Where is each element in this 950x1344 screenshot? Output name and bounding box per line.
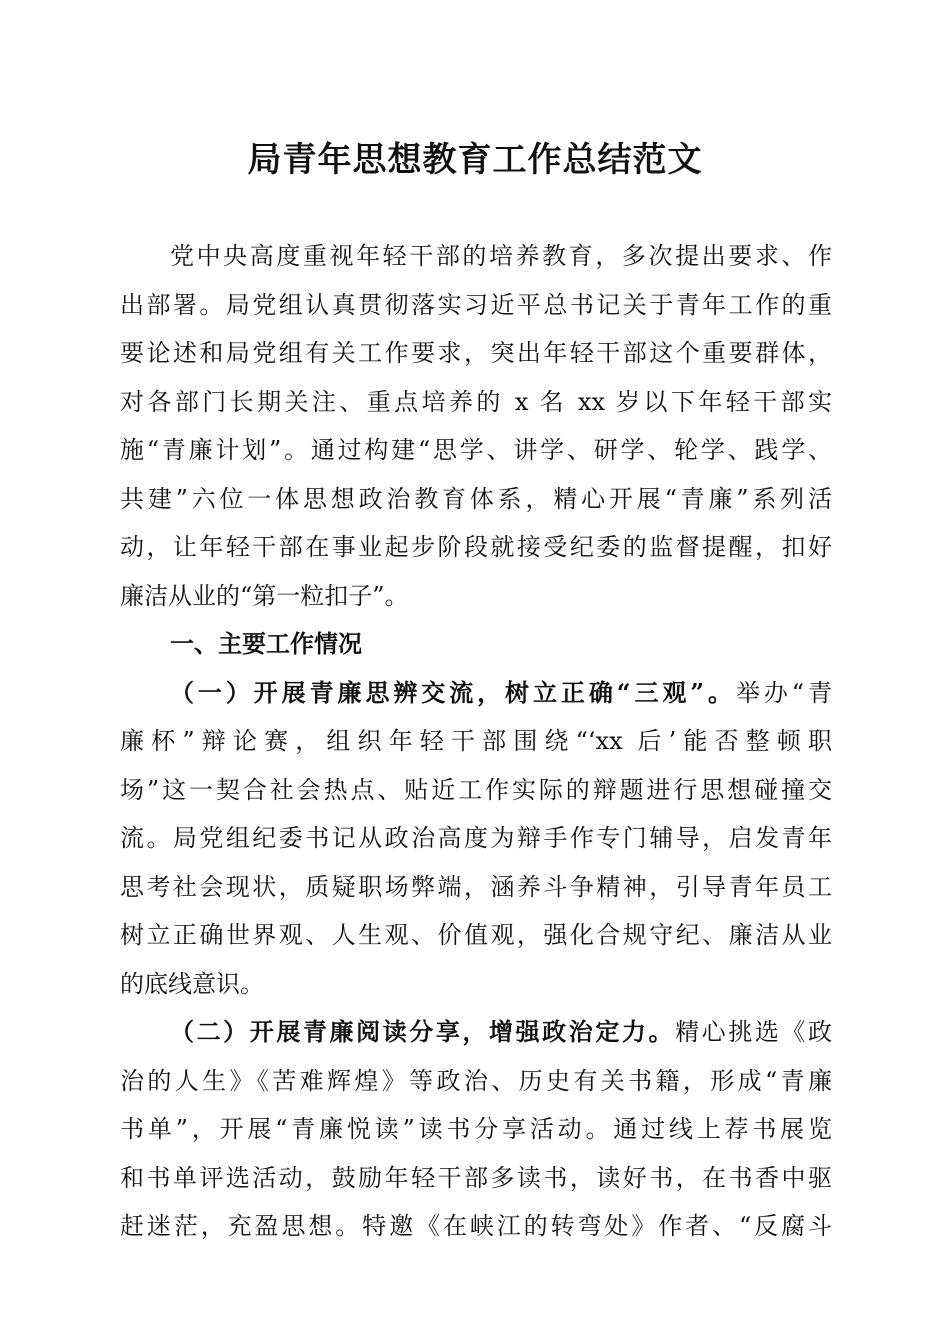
item-line: 书单”，开展“青廉悦读”读书分享活动。通过线上荐书展览 [120,1115,832,1143]
item-line: 的底线意识。 [120,969,264,998]
intro-line: 对各部门长期关注、重点培养的 x 名 xx 岁以下年轻干部实 [120,387,832,416]
document-title: 局青年思想教育工作总结范文 [247,140,703,180]
intro-line: 廉洁从业的“第一粒扣子”。 [120,581,409,610]
intro-line: 动，让年轻干部在事业起步阶段就接受纪委的监督提醒，扣好 [120,533,832,561]
item-line: 流。局党组纪委书记从政治高度为辩手作专门辅导，启发青年 [120,824,832,852]
item-line: 树立正确世界观、人生观、价值观，强化合规守纪、廉洁从业 [120,921,832,949]
item-paragraph-2 [120,1008,832,1251]
section-heading: 一、主要工作情况 [170,630,362,658]
item-line: 场”这一契合社会热点、贴近工作实际的辩题进行思想碰撞交 [120,775,832,804]
item-lead-rest: 精心挑选《政 [675,1018,832,1046]
item-lead-rest: 举办“青 [735,678,832,707]
item-paragraph-1 [120,669,832,1009]
item-line: 思考社会现状，质疑职场弊端，涵养斗争精神，引导青年员工 [120,872,832,901]
document-body [120,232,832,1251]
intro-line: 党中央高度重视年轻干部的培养教育，多次提出要求、作 [170,242,832,270]
item-line: 治的人生》《苦难辉煌》等政治、历史有关书籍，形成“青廉 [120,1066,832,1095]
item-first-line [120,1008,832,1057]
item-first-line [120,669,832,718]
item-line: 廉杯”辩论赛，组织年轻干部围绕“‘xx 后’能否整顿职 [120,727,832,755]
intro-line: 出部署。局党组认真贯彻落实习近平总书记关于青年工作的重 [120,290,832,319]
item-lead: （二）开展青廉阅读分享，增强政治定力。 [170,1017,676,1046]
intro-line: 施“青廉计划”。通过构建“思学、讲学、研学、轮学、践学、 [120,436,832,464]
intro-line: 要论述和局党组有关工作要求，突出年轻干部这个重要群体， [120,339,832,367]
intro-line: 共建”六位一体思想政治教育体系，精心开展“青廉”系列活 [120,484,832,513]
item-line: 赶迷茫，充盈思想。特邀《在峡江的转弯处》作者、“反腐斗 [120,1212,832,1240]
item-lead: （一）开展青廉思辨交流，树立正确“三观”。 [170,677,736,707]
item-line: 和书单评选活动，鼓励年轻干部多读书，读好书，在书香中驱 [120,1163,832,1192]
intro-paragraph [120,232,832,620]
